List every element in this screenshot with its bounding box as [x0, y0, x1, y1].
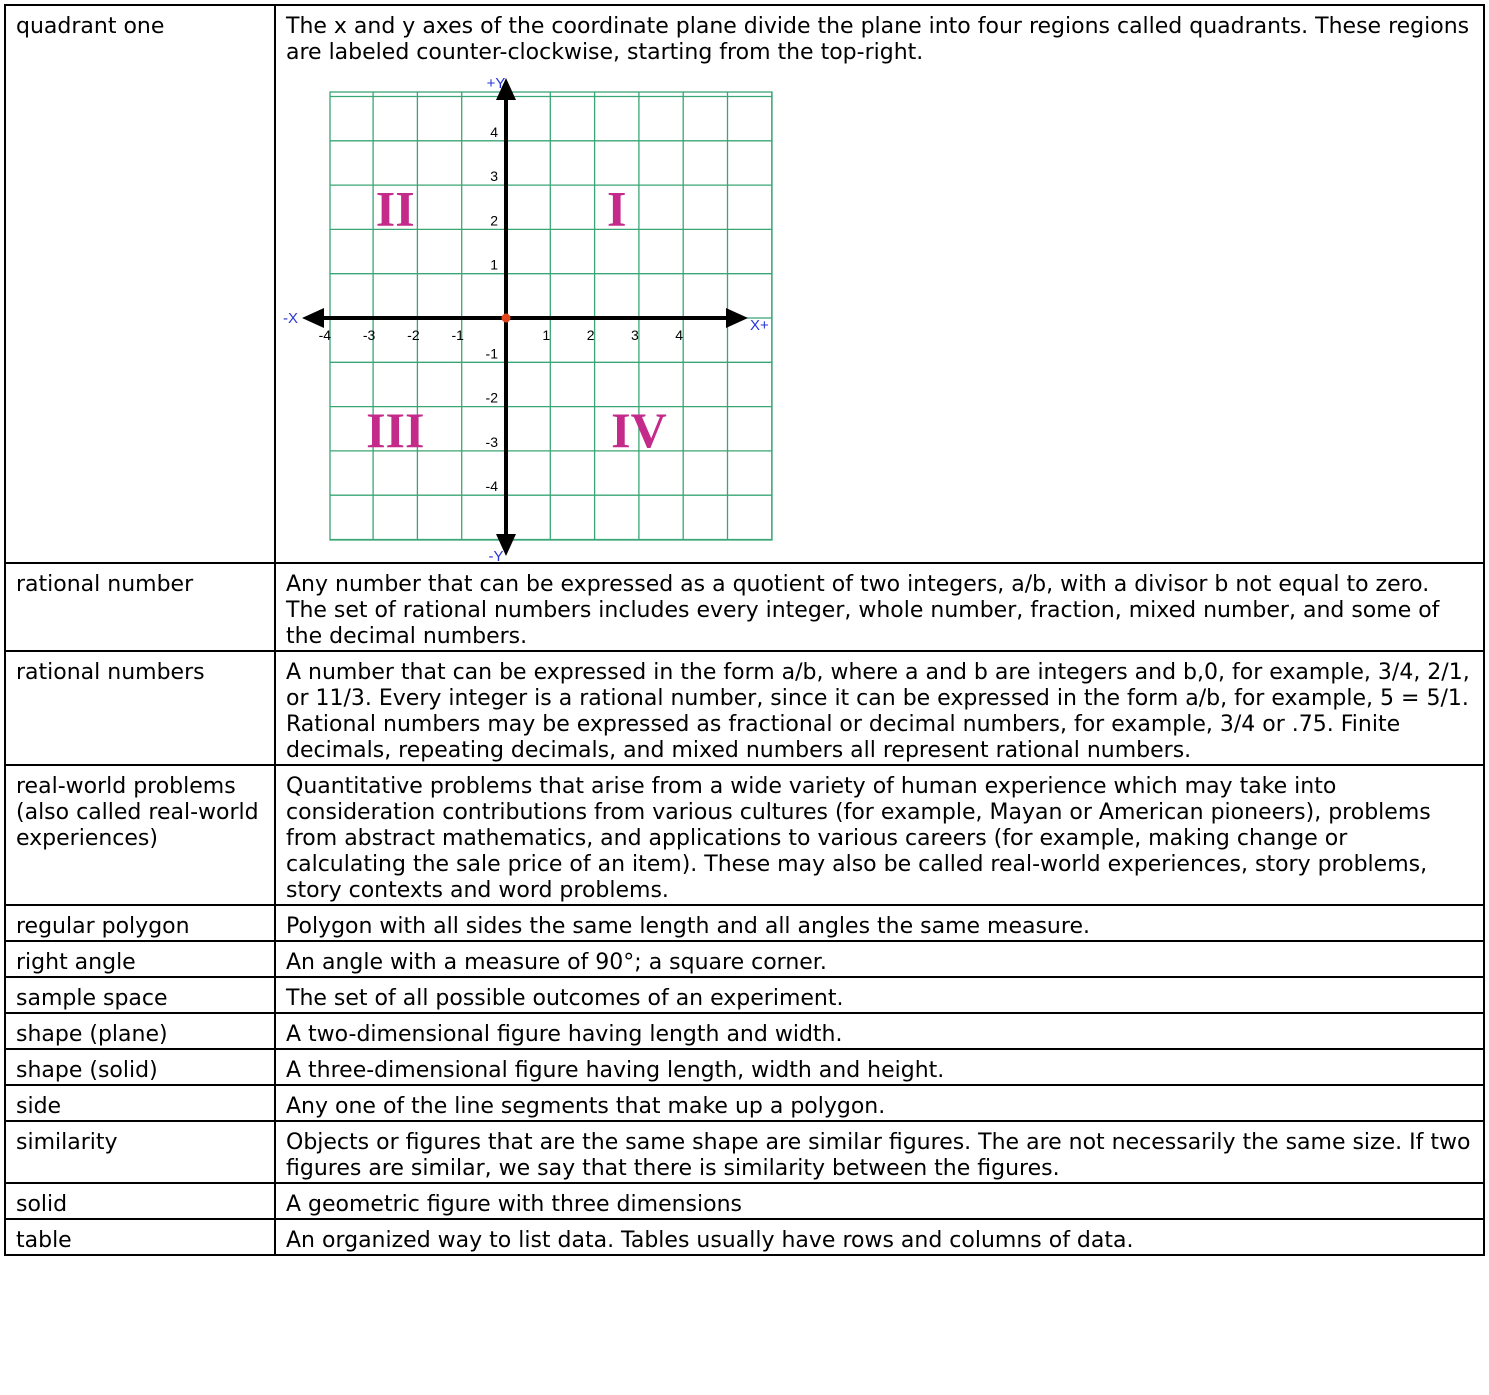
y-tick-label: -3 — [485, 433, 498, 450]
glossary-term: solid — [5, 1183, 275, 1219]
x-tick-label: 1 — [542, 327, 551, 343]
glossary-definition: An angle with a measure of 90°; a square corner. — [275, 941, 1484, 977]
y-tick-label: -1 — [485, 345, 498, 362]
glossary-term: sample space — [5, 977, 275, 1013]
y-tick-label: 4 — [490, 123, 498, 140]
glossary-term: regular polygon — [5, 905, 275, 941]
y-tick-label: 1 — [490, 256, 498, 273]
glossary-row — [5, 977, 1484, 1013]
x-tick-label: 3 — [631, 327, 639, 343]
glossary-term: quadrant one — [5, 5, 275, 563]
glossary-term: rational number — [5, 563, 275, 651]
glossary-definition: A geometric figure with three dimensions — [275, 1183, 1484, 1219]
x-axis-negative-arrow — [302, 308, 324, 328]
y-tick-label: -2 — [485, 389, 498, 406]
x-tick-label: -4 — [318, 327, 332, 343]
x-tick-label: -1 — [451, 327, 464, 343]
axes — [302, 78, 748, 556]
glossary-definition: Any number that can be expressed as a quotient of two integers, a/b, with a divisor b not equal to zero. The set of rational numbers includes every integer, whole number, fraction, mixed number, and some of the decimal numbers. — [275, 563, 1484, 651]
glossary-row — [5, 5, 1484, 563]
y-tick-label: 2 — [490, 212, 498, 229]
glossary-row — [5, 1013, 1484, 1049]
glossary-row — [5, 563, 1484, 651]
glossary-term: table — [5, 1219, 275, 1255]
quadrant-label-iv: IV — [611, 401, 667, 458]
glossary-definition: Polygon with all sides the same length and all angles the same measure. — [275, 905, 1484, 941]
x-tick-label: 2 — [586, 327, 595, 343]
glossary-definition: An organized way to list data. Tables usually have rows and columns of data. — [275, 1219, 1484, 1255]
glossary-row — [5, 1121, 1484, 1183]
quadrant-diagram — [283, 70, 806, 565]
glossary-term: right angle — [5, 941, 275, 977]
x-axis-positive-arrow — [726, 308, 748, 328]
glossary-row — [5, 1085, 1484, 1121]
x-tick-label: -2 — [407, 327, 420, 343]
glossary-term: side — [5, 1085, 275, 1121]
x-negative-label: -X — [283, 310, 298, 327]
y-negative-label: -Y — [488, 548, 504, 565]
y-tick-label: -4 — [485, 478, 498, 495]
glossary-definition-cell — [275, 5, 1484, 563]
glossary-definition: A two-dimensional figure having length and width. — [275, 1013, 1484, 1049]
glossary-table — [4, 4, 1485, 1256]
glossary-term: similarity — [5, 1121, 275, 1183]
quadrant-label-ii: II — [375, 180, 415, 237]
glossary-definition: Quantitative problems that arise from a wide variety of human experience which may take into consideration contributions from various cultures (for example, Mayan or American pioneers), problems from abstract mathematics, and applications to various careers (for example, making change or calculating the sale price of an item). These may also be called real-world experiences, story problems, story contexts and word problems. — [275, 765, 1484, 905]
y-tick-label: 3 — [490, 168, 498, 185]
glossary-term: shape (solid) — [5, 1049, 275, 1085]
glossary-row — [5, 1183, 1484, 1219]
quadrant-label-i: I — [607, 180, 627, 237]
glossary-definition: A three-dimensional figure having length, width and height. — [275, 1049, 1484, 1085]
x-tick-label: -3 — [362, 327, 376, 343]
glossary-definition: The x and y axes of the coordinate plane divide the plane into four regions called quadrants. These regions are labeled counter-clockwise, starting from the top-right. — [286, 14, 1470, 65]
glossary-definition: The set of all possible outcomes of an experiment. — [275, 977, 1484, 1013]
glossary-row — [5, 1219, 1484, 1255]
glossary-definition: A number that can be expressed in the form a/b, where a and b are integers and b,0, for example, 3/4, 2/1, or 11/3. Every integer is a rational number, since it can be expressed in the form a/b, for example, 5 = 5/1. Rational numbers may be expressed as fractional or decimal numbers, for example, 3/4 or .75. Finite decimals, repeating decimals, and mixed numbers all represent rational numbers. — [275, 651, 1484, 765]
x-tick-label: 4 — [675, 327, 684, 343]
glossary-definition: Objects or figures that are the same shape are similar figures. The are not necessarily the same size. If two figures are similar, we say that there is similarity between the figures. — [275, 1121, 1484, 1183]
glossary-row — [5, 905, 1484, 941]
glossary-definition: Any one of the line segments that make up a polygon. — [275, 1085, 1484, 1121]
origin-point — [502, 314, 511, 323]
glossary-term: shape (plane) — [5, 1013, 275, 1049]
glossary-term: rational numbers — [5, 651, 275, 765]
glossary-row — [5, 765, 1484, 905]
glossary-row — [5, 651, 1484, 765]
y-positive-label: +Y — [486, 75, 506, 92]
glossary-row — [5, 1049, 1484, 1085]
quadrant-label-iii: III — [366, 401, 425, 458]
glossary-row — [5, 941, 1484, 977]
x-positive-label: X+ — [750, 317, 769, 334]
glossary-term: real-world problems (also called real-world experiences) — [5, 765, 275, 905]
